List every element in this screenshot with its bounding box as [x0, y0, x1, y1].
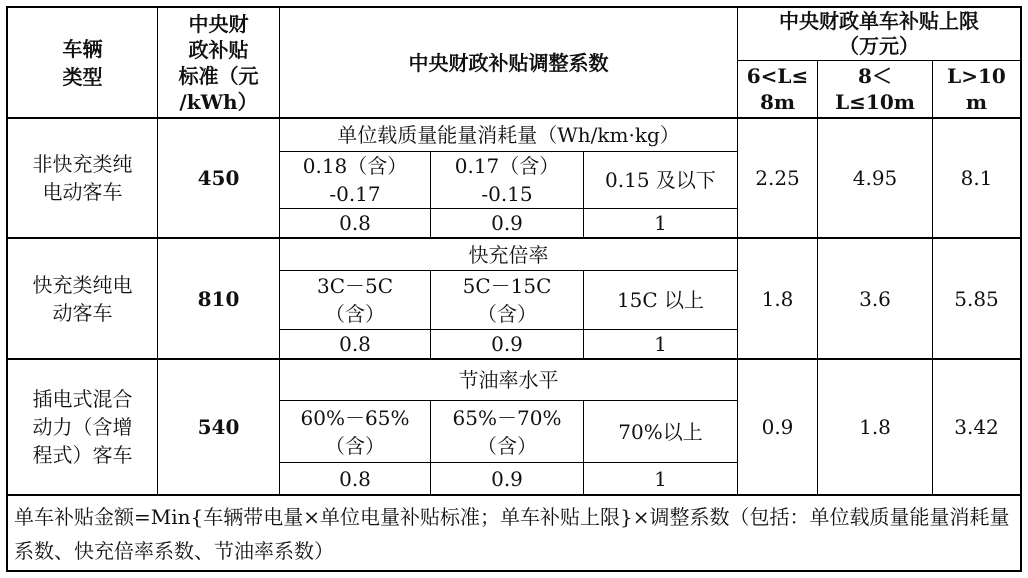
row3-coeff-1: 0.8: [339, 466, 371, 491]
row2-cap-3: 5.85: [954, 286, 999, 311]
row3-vehicle-type: 插电式混合 动力（含增 程式）客车: [32, 387, 133, 467]
row2-standard: 810: [197, 286, 240, 311]
row3-range-2: 65%－70% （含）: [452, 405, 562, 458]
row1-cap-3: 8.1: [960, 166, 993, 190]
row2-vehicle-type: 快充类纯电 动客车: [32, 272, 133, 325]
row3-cap-3: 3.42: [954, 415, 999, 439]
header-cap: 中央财政单车补贴上限 （万元）: [779, 9, 979, 58]
row3-cap-1: 0.9: [761, 415, 794, 439]
row3-metric: 节油率水平: [458, 368, 559, 392]
row1-coeff-3: 1: [654, 211, 667, 235]
row3-coeff-2: 0.9: [491, 466, 523, 491]
row1-range-2: 0.17（含） -0.15: [454, 154, 560, 206]
row3-standard: 540: [197, 415, 240, 439]
row2-metric: 快充倍率: [468, 242, 549, 267]
row2-range-3: 15C 以上: [616, 288, 705, 312]
row3-range-1: 60%－65% （含）: [300, 405, 410, 458]
row1-coeff-2: 0.9: [491, 211, 523, 235]
row2-coeff-3: 1: [654, 332, 667, 356]
footnote: 单车补贴金额=Min{车辆带电量×单位电量补贴标准；单车补贴上限}×调整系数（包括：单位载质量能量消耗量系数、快充倍率系数、节油率系数）: [14, 505, 1010, 563]
header-cap-length-over-10: L>10 m: [947, 64, 1006, 114]
row1-coeff-1: 0.8: [339, 211, 371, 235]
table-border-right: [1020, 6, 1022, 572]
row3-cap-2: 1.8: [859, 415, 891, 439]
row1-cap-2: 4.95: [852, 166, 898, 190]
header-coefficient: 中央财政补贴调整系数: [408, 50, 609, 75]
table-border-bottom: [6, 570, 1022, 572]
row1-standard: 450: [197, 166, 240, 190]
row1-metric: 单位载质量能量消耗量（Wh/km·kg）: [337, 123, 680, 147]
row1-vehicle-type: 非快充类纯 电动客车: [32, 152, 133, 204]
row1-range-3: 0.15 及以下: [605, 168, 716, 192]
row3-range-3: 70%以上: [618, 419, 703, 444]
header-cap-length-6-8: 6<L≤ 8m: [746, 64, 809, 114]
header-vehicle-type: 车辆 类型: [62, 36, 103, 89]
row2-cap-1: 1.8: [761, 286, 794, 311]
header-cap-length-8-10: 8＜ L≤10m: [835, 64, 915, 114]
row1-cap-1: 2.25: [755, 166, 800, 190]
row2-cap-2: 3.6: [859, 286, 891, 311]
row3-coeff-3: 1: [654, 466, 667, 491]
row1-range-1: 0.18（含） -0.17: [302, 154, 408, 206]
row3-bottom-line: [6, 494, 1022, 496]
row2-coeff-2: 0.9: [491, 332, 523, 356]
row2-coeff-1: 0.8: [339, 332, 371, 356]
row2-range-2: 5C－15C （含）: [462, 274, 552, 326]
header-subsidy-standard: 中央财 政补贴 标准（元 /kWh）: [178, 11, 259, 114]
row2-range-1: 3C－5C （含）: [316, 274, 394, 326]
